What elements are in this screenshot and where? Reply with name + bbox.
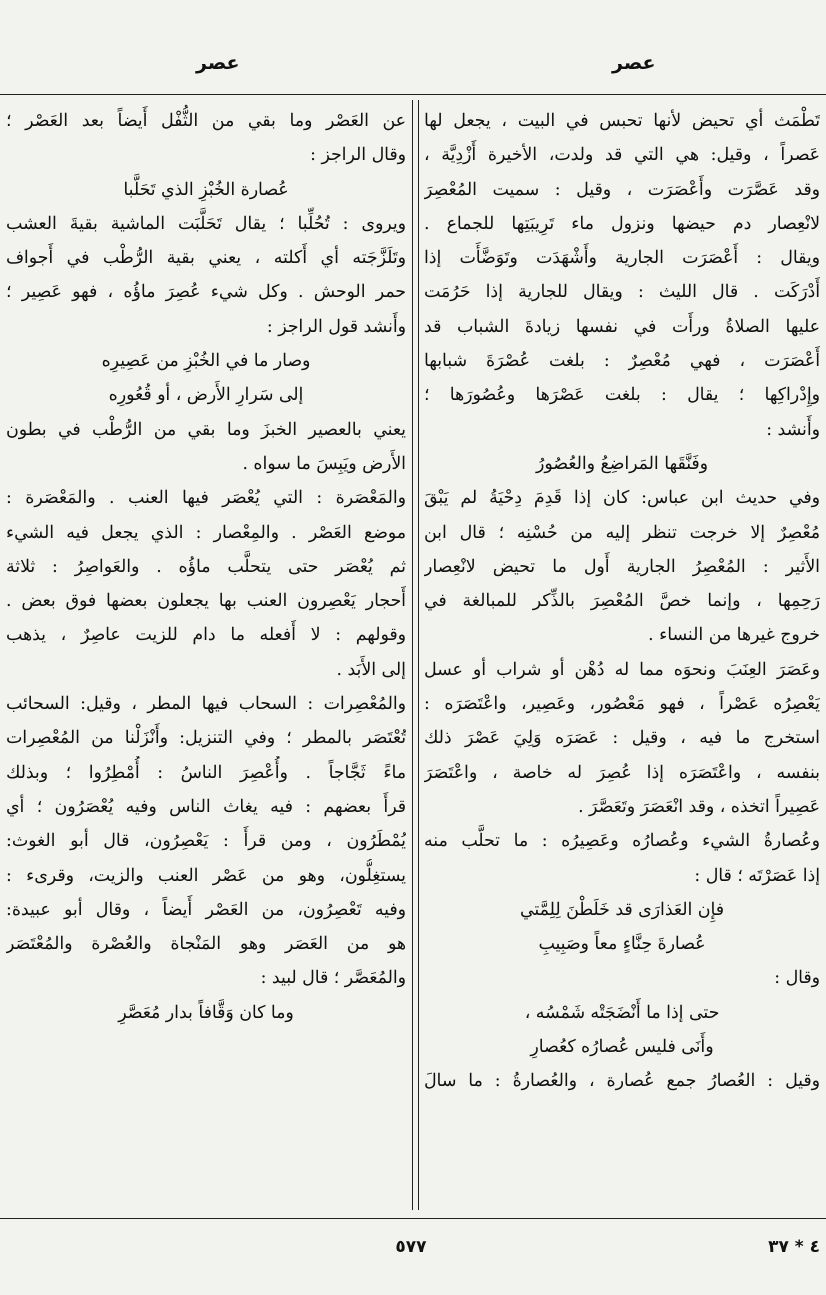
text-line: وقيل : العُصارُ جمع عُصارة ، والعُصارةُ : ما سالَ xyxy=(424,1071,820,1092)
text-line: يَعْصِرُه عَصْراً ، فهو مَعْصُور، وعَصِير، واعْتَصَرَه : xyxy=(424,694,820,715)
text-line: وفي حديث ابن عباس: كان إذا قَدِمَ دِحْيَةُ لم يَبْقَ xyxy=(424,488,820,509)
left-column xyxy=(6,104,406,1214)
verse-line: وصار ما في الخُبْزِ من عَصِيرِه xyxy=(101,351,311,372)
right-column xyxy=(424,104,820,1214)
text-line: وقال الراجز : xyxy=(310,145,406,166)
text-line: والمَعْصَرة : التي يُعْصَر فيها العنب . والمَعْصَرة : xyxy=(6,488,406,509)
text-line: إذا عَصَرْتَه ؛ قال : xyxy=(694,865,820,886)
text-line: وإِدْراكِها ؛ يقال : بلغت عَصْرَها وعُصُورَها ؛ xyxy=(424,385,820,406)
text-line: استخرج ما فيه ، وقيل : عَصَرَه وَلِيَ عَصْرَ ذلك xyxy=(424,728,820,749)
column-divider-right xyxy=(418,100,419,1210)
text-line: قرأَ بعضهم : فيه يغاث الناس وفيه يُعْصَرُون ؛ أي xyxy=(6,796,406,817)
verse-line: وما كان وَقَّافاً بدار مُعَصَّرِ xyxy=(118,1002,294,1023)
text-line: بنفسه ، واعْتَصَرَه إذا عُصِرَ له خاصة ، واعْتَصَرَ xyxy=(424,762,820,783)
text-line: ويروى : تُحُلِّبا ؛ يقال تَحَلَّبَت الماشية بقيةَ العشب xyxy=(6,213,406,234)
text-line: وأَنشد قول الراجز : xyxy=(266,316,406,337)
text-line: لانْعِصار دم حيضها ونزول ماء تَرِيبَتِها للجماع . xyxy=(424,213,820,234)
top-rule xyxy=(0,94,826,95)
text-line: عَصِيراً اتخذه ، وقد انْعَصَرَ وتَعَصَّرَ . xyxy=(578,796,820,817)
text-line: يستغِلُّون، وهو من عَصْر العنب والزيت، وقرىء : xyxy=(6,865,406,886)
column-divider-left xyxy=(412,100,413,1210)
volume-mark: ٤ * ٣٧ xyxy=(768,1237,820,1257)
text-line: عَصراً ، وقيل: هي التي قد ولدت، الأخيرة أَزْدِيَّة ، xyxy=(424,145,820,166)
text-line: ويقال : أَعْصَرَت الجارية وأَشْهَدَت وتَوَضَّأَت إذا xyxy=(424,248,820,269)
text-line: موضع العَصْر . والمِعْصار : الذي يجعل فيه الشيء xyxy=(6,522,406,543)
text-line: رَحِمِها ، وإنما خصَّ المُعْصِرَ بالذِّكر للمبالغة في xyxy=(424,591,820,612)
text-line: ثم يُعْصَر حتى يتحلَّب ماؤُه . والعَواصِرُ : ثلاثة xyxy=(6,556,406,577)
text-line: ماءً ثَجَّاجاً . وأُعْصِرَ الناسُ : أُمْطِرُوا ؛ وبذلك xyxy=(6,762,406,783)
text-line: وعُصارةُ الشيء وعُصارُه وعَصِيرُه : ما تحلَّب منه xyxy=(424,831,820,852)
text-line: أَعْصَرَت ، فهي مُعْصِرٌ : بلغت عُصْرَةَ شبابها xyxy=(424,351,820,372)
page-number: ٥٧٧ xyxy=(395,1237,427,1257)
verse-line: عُصارة الخُبْزِ الذي تَحَلَّبا xyxy=(123,179,289,200)
text-line: خروج غيرها من النساء . xyxy=(648,625,820,646)
verse-line: عُصارةَ حِنَّاءٍ معاً وصَبِيبِ xyxy=(538,934,706,955)
text-line: وفيه تَعْصِرُون، من العَصْر أَيضاً ، وقال أبو عبيدة: xyxy=(6,899,406,920)
text-line: هو من العَصَر وهو المَنْجاة والعُصْرة والمُعْتَصَر xyxy=(6,934,406,955)
text-line: الأَثير : المُعْصِرُ الجارية أَول ما تحيض لانْعِصار xyxy=(424,556,820,577)
verse-line: فإِن العَذارَى قد خَلَطْنَ لِلِمَّتي xyxy=(520,899,724,920)
text-line: مُعْصِرٌ إلا خرجت تنظر إليه من حُسْنِه ؛ قال ابن xyxy=(424,522,820,543)
text-line: والمُعَصَّر ؛ قال لبيد : xyxy=(260,968,406,989)
text-line: وقد عَصَّرَت وأَعْصَرَت ، وقيل : سميت المُعْصِرَ xyxy=(424,179,820,200)
bottom-rule xyxy=(0,1218,826,1219)
running-head-right: عصر xyxy=(612,52,656,74)
text-line: يُمْطَرُون ، ومن قرأَ : يَعْصِرُون، قال أبو الغوث: xyxy=(6,831,406,852)
text-line: وتَلَزَّجَته أي أَكلته ، يعني بقية الرُّطْب في أَجواف xyxy=(6,248,406,269)
text-line: عن العَصْر وما بقي من الثُّفْل أَيضاً بعد العَصْر ؛ xyxy=(6,111,406,131)
text-line: يعني بالعصير الخبزَ وما بقي من الرُّطْب في بطون xyxy=(6,419,406,440)
text-line: إلى الأَبَد . xyxy=(336,659,406,680)
text-line: تَطْمَث أي تحيض لأنها تحبس في البيت ، يجعل لها xyxy=(424,111,820,131)
text-line: وأَنشد : xyxy=(766,419,820,440)
verse-line: حتى إذا ما أَنْضَجَتْه شَمْسُه ، xyxy=(524,1002,720,1023)
text-line: وعَصَرَ العِنَبَ ونحوَه مما له دُهْن أو شراب أو عسل xyxy=(424,659,820,680)
text-line: حمر الوحش . وكل شيء عُصِرَ ماؤُه ، فهو عَصِير ؛ xyxy=(6,282,406,303)
text-line: الأَرض ويَبِسَ ما سواه . xyxy=(242,453,406,474)
text-line: والمُعْصِرات : السحاب فيها المطر ، وقيل: السحائب xyxy=(6,694,406,715)
text-line: تُعْتَصَر بالمطر ؛ وفي التنزيل: وأَنْزَلْنا من المُعْصِرات xyxy=(6,728,406,749)
text-line: وقال : xyxy=(774,968,820,989)
text-line: عليها الصلاةُ ورأَت في نفسها زيادةَ الشباب قد xyxy=(424,316,820,337)
running-head-left: عصر xyxy=(196,52,240,74)
verse-line: وأَنَى فليس عُصارُه كعُصارِ xyxy=(530,1037,714,1058)
text-line: أَدْرَكَت . قال الليث : ويقال للجارية إذا حَرُمَت xyxy=(424,282,820,303)
verse-line: وفَنَّقَها المَراضِعُ والعُصُورُ xyxy=(535,453,709,474)
verse-line: إلى سَرارِ الأَرض ، أو قُعُورِه xyxy=(108,385,304,406)
text-line: أَحجار يَعْصِرون العنب بها يجعلون بعضها فوق بعض . xyxy=(6,591,406,612)
text-line: وقولهم : لا أَفعله ما دام للزيت عاصِرٌ ، يذهب xyxy=(6,625,406,646)
